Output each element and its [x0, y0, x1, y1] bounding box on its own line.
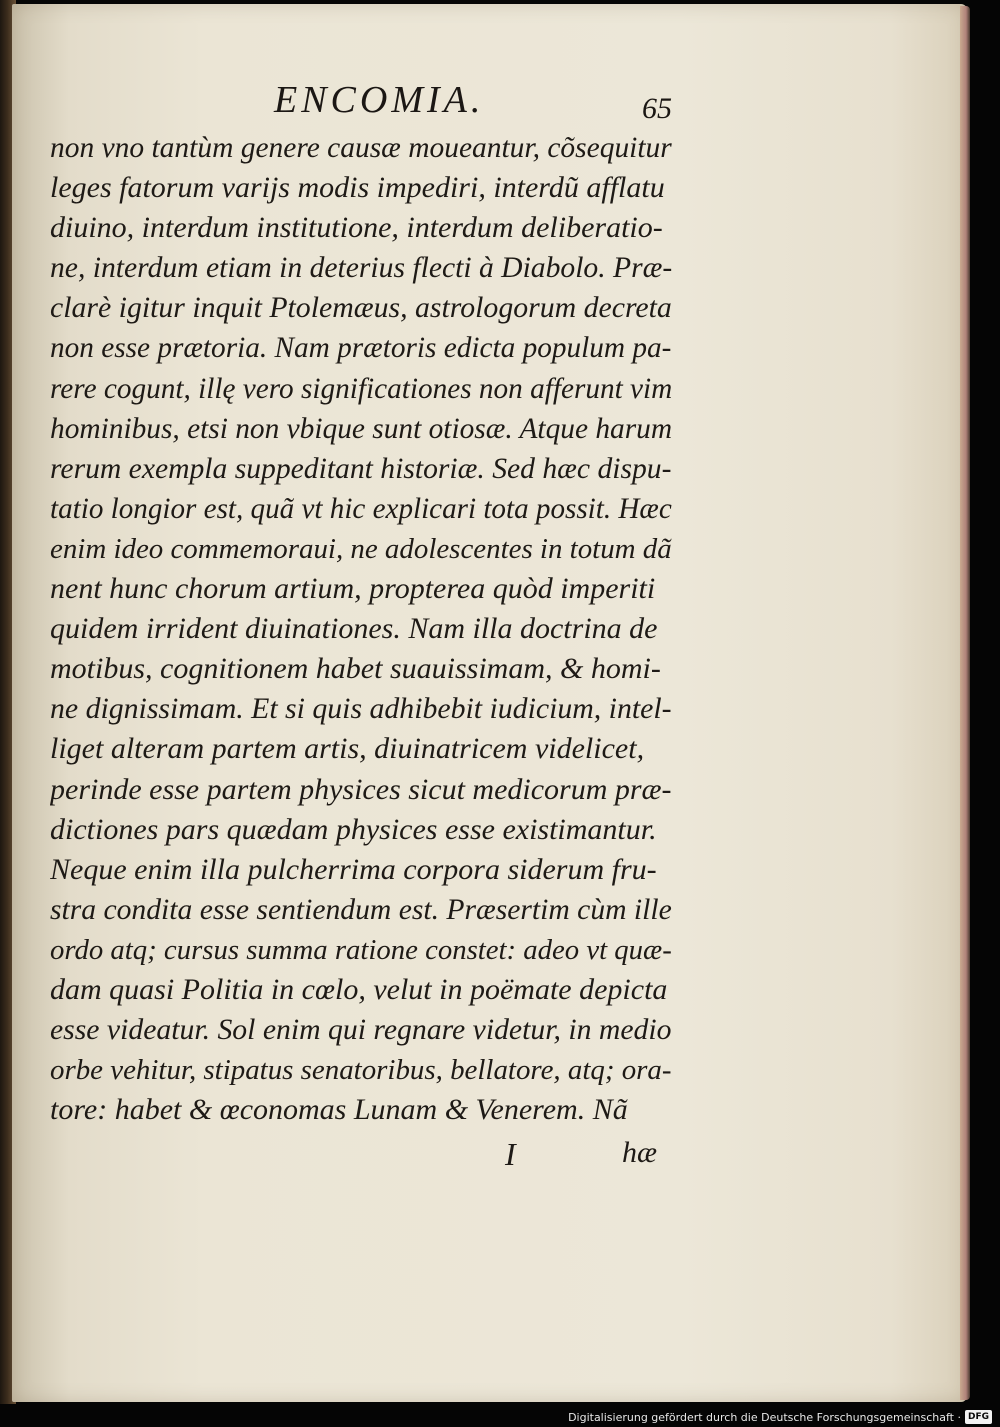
text-line: motibus, cognitionem habet suauissimam, & homi- — [50, 652, 661, 686]
text-line: tore: habet & œconomas Lunam & Venerem. Nã — [50, 1093, 628, 1127]
signature-mark: I — [505, 1136, 516, 1172]
catchword: hæ — [622, 1136, 658, 1169]
text-line: hominibus, etsi non vbique sunt otiosæ. Atque harum — [50, 412, 672, 445]
text-line: Neque enim illa pulcherrima corpora siderum fru- — [50, 852, 657, 886]
credit-text: Digitalisierung gefördert durch die Deutsche Forschungsgemeinschaft · — [568, 1410, 961, 1424]
page-edge — [960, 6, 970, 1400]
text-line: leges fatorum varijs modis impediri, interdũ afflatu — [50, 171, 665, 205]
digitization-credit — [568, 1409, 992, 1425]
text-line: liget alteram partem artis, diuinatricem videlicet, — [50, 732, 645, 766]
text-line: rerum exempla suppeditant historiæ. Sed hæc dispu- — [50, 452, 672, 485]
text-line: perinde esse partem physices sicut medicorum præ- — [50, 772, 672, 806]
text-line: clarè igitur inquit Ptolemæus, astrologorum decreta — [50, 291, 672, 325]
body-text — [50, 128, 672, 1130]
text-line: ordo atq; cursus summa ratione constet: adeo vt quæ- — [50, 933, 672, 966]
text-line: nent hunc chorum artium, propterea quòd imperiti — [50, 572, 656, 606]
text-line: stra condita esse sentiendum est. Præsertim cùm ille — [50, 893, 672, 926]
text-line: rere cogunt, illę vero significationes non afferunt vim — [50, 372, 672, 405]
text-line: tatio longior est, quã vt hic explicari tota possit. Hæc — [50, 492, 672, 525]
text-line: dam quasi Politia in cœlo, velut in poëmate depicta — [50, 972, 668, 1006]
text-line: non vno tantùm genere causæ moueantur, cõsequitur — [50, 132, 672, 164]
text-line: orbe vehitur, stipatus senatoribus, bellatore, atq; ora- — [50, 1054, 672, 1087]
text-line: ne dignissimam. Et si quis adhibebit iudicium, intel- — [50, 692, 672, 726]
page-number: 65 — [642, 92, 672, 125]
dfg-logo: DFG — [965, 1410, 992, 1424]
text-line: esse videatur. Sol enim qui regnare videtur, in medio — [50, 1014, 672, 1047]
text-line: diuino, interdum institutione, interdum deliberatio- — [50, 211, 663, 245]
text-line: dictiones pars quædam physices esse existimantur. — [50, 812, 657, 846]
running-head — [250, 78, 670, 122]
running-title: ENCOMIA. — [274, 79, 485, 121]
text-line: quidem irrident diuinationes. Nam illa doctrina de — [50, 612, 658, 646]
text-line: non esse prætoria. Nam prætoris edicta populum pa- — [50, 332, 672, 365]
text-line: ne, interdum etiam in deterius flecti à Diabolo. Præ- — [50, 252, 672, 285]
text-line: enim ideo commemoraui, ne adolescentes in totum dã — [50, 532, 672, 565]
